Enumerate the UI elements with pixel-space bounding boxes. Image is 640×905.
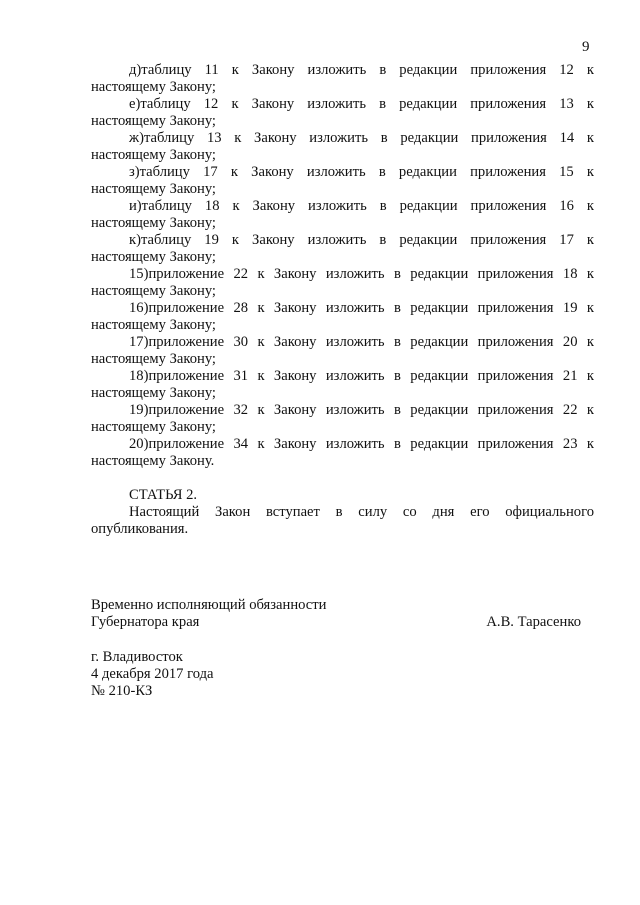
amendment-item [91, 436, 594, 470]
amendment-item-continuation: настоящему Закону; [91, 181, 216, 197]
amendment-item-continuation: настоящему Закону; [91, 79, 216, 95]
amendment-item-continuation: настоящему Закону; [91, 385, 216, 401]
signatory-position-line1: Временно исполняющий обязанности [91, 597, 327, 613]
amendment-item-line: 15)приложение 22 к Закону изложить в редакции приложения 18 к [129, 266, 594, 282]
amendment-item [91, 232, 594, 266]
amendment-item-line: к)таблицу 19 к Закону изложить в редакции приложения 17 к [129, 232, 594, 248]
signatory-position-line2: Губернатора края [91, 614, 200, 630]
law-number: № 210-КЗ [91, 683, 153, 699]
amendment-item-line: д)таблицу 11 к Закону изложить в редакции приложения 12 к [129, 62, 594, 78]
signature-row [91, 614, 581, 631]
amendment-item [91, 62, 594, 96]
amendment-item-continuation: настоящему Закону; [91, 113, 216, 129]
amendment-item-continuation: настоящему Закону. [91, 453, 215, 469]
amendment-item-line: е)таблицу 12 к Закону изложить в редакции приложения 13 к [129, 96, 594, 112]
law-amendments-body [91, 62, 594, 538]
signature-block [91, 597, 581, 631]
amendment-item-line: з)таблицу 17 к Закону изложить в редакции приложения 15 к [129, 164, 594, 180]
signatory-name: А.В. Тарасенко [486, 614, 581, 630]
article-text-line: Настоящий Закон вступает в силу со дня его официального [129, 504, 594, 520]
amendment-item-line: и)таблицу 18 к Закону изложить в редакции приложения 16 к [129, 198, 594, 214]
amendment-item [91, 300, 594, 334]
amendment-item-line: 18)приложение 31 к Закону изложить в редакции приложения 21 к [129, 368, 594, 384]
article-heading: СТАТЬЯ 2. [129, 487, 198, 503]
amendment-list [91, 62, 594, 470]
issue-date: 4 декабря 2017 года [91, 666, 214, 682]
amendment-item [91, 130, 594, 164]
amendment-item-continuation: настоящему Закону; [91, 215, 216, 231]
amendment-item-line: 19)приложение 32 к Закону изложить в редакции приложения 22 к [129, 402, 594, 418]
amendment-item-line: 16)приложение 28 к Закону изложить в редакции приложения 19 к [129, 300, 594, 316]
article-text-continuation: опубликования. [91, 521, 189, 537]
amendment-item-continuation: настоящему Закону; [91, 419, 216, 435]
amendment-item [91, 164, 594, 198]
amendment-item [91, 96, 594, 130]
amendment-item-line: ж)таблицу 13 к Закону изложить в редакции приложения 14 к [129, 130, 594, 146]
issue-city: г. Владивосток [91, 649, 183, 665]
amendment-item-continuation: настоящему Закону; [91, 249, 216, 265]
amendment-item-continuation: настоящему Закону; [91, 147, 216, 163]
amendment-item [91, 334, 594, 368]
amendment-item-continuation: настоящему Закону; [91, 283, 216, 299]
amendment-item [91, 368, 594, 402]
article-text [91, 504, 594, 538]
amendment-item-line: 17)приложение 30 к Закону изложить в редакции приложения 20 к [129, 334, 594, 350]
amendment-item-continuation: настоящему Закону; [91, 317, 216, 333]
amendment-item [91, 266, 594, 300]
page-number: 9 [582, 39, 590, 55]
amendment-item-line: 20)приложение 34 к Закону изложить в редакции приложения 23 к [129, 436, 594, 452]
issue-details [91, 649, 214, 700]
amendment-item [91, 402, 594, 436]
amendment-item [91, 198, 594, 232]
amendment-item-continuation: настоящему Закону; [91, 351, 216, 367]
